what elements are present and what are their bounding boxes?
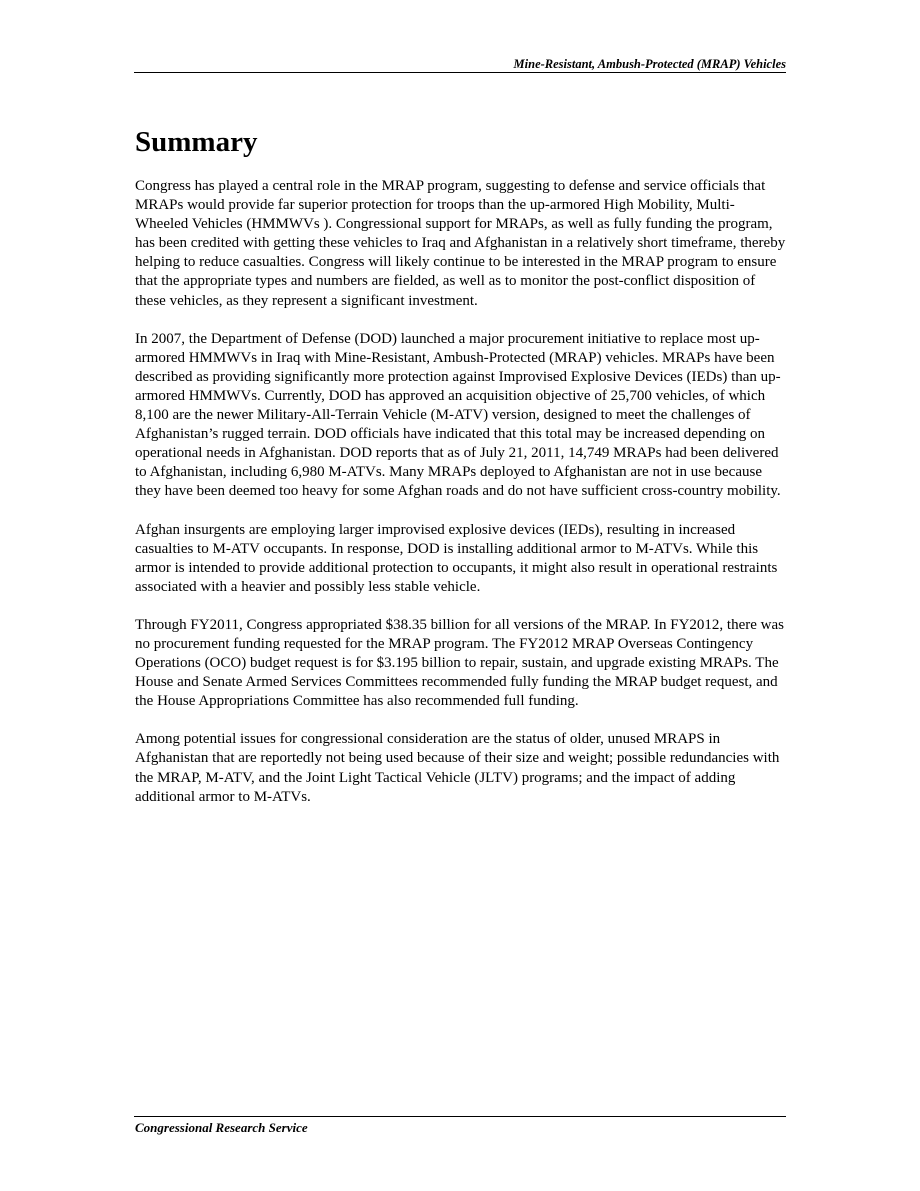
footer-divider [134,1116,786,1117]
paragraph: Among potential issues for congressional consideration are the status of older, unused MRAPS in Afghanistan that are reportedly not being used because of their size and weight; possible redundancies with the MRAP, M-ATV, and the Joint Light Tactical Vehicle (JLTV) programs; and the impact of adding additional armor to M-ATVs. [135,731,780,805]
paragraph: Congress has played a central role in the MRAP program, suggesting to defense and service officials that MRAPs would provide far superior protection for troops than the up-armored High Mobility, Multi-Wheeled Vehicles (HMMWVs ). Congressional support for MRAPs, as well as fully funding the program, has been credited with getting these vehicles to Iraq and Afghanistan in a relatively short timeframe, thereby helping to reduce casualties. Congress will likely continue to be interested in the MRAP program to ensure that the appropriate types and numbers are fielded, as well as to monitor the post-conflict disposition of these vehicles, as they represent a significant investment. [135,178,786,309]
section-title: Summary [135,126,258,158]
footer-organization: Congressional Research Service [135,1120,308,1135]
summary-body [135,177,787,826]
running-header: Mine-Resistant, Ambush-Protected (MRAP) Vehicles [513,57,786,71]
paragraph: Through FY2011, Congress appropriated $38.35 billion for all versions of the MRAP. In FY2012, there was no procurement funding requested for the MRAP program. The FY2012 MRAP Overseas Contingency Operations (OCO) budget request is for $3.195 billion to repair, sustain, and upgrade existing MRAPs. The House and Senate Armed Services Committees recommended fully funding the MRAP budget request, and the House Appropriations Committee has also recommended full funding. [135,616,784,710]
paragraph: Afghan insurgents are employing larger improvised explosive devices (IEDs), resulting in increased casualties to M-ATV occupants. In response, DOD is installing additional armor to M-ATVs. While this armor is intended to provide additional protection to occupants, it might also result in operational restraints associated with a heavier and possibly less stable vehicle. [135,521,778,595]
header-divider [134,72,786,73]
paragraph: In 2007, the Department of Defense (DOD) launched a major procurement initiative to replace most up-armored HMMWVs in Iraq with Mine-Resistant, Ambush-Protected (MRAP) vehicles. MRAPs have been described as providing significantly more protection against Improvised Explosive Devices (IEDs) than up-armored HMMWVs. Currently, DOD has approved an acquisition objective of 25,700 vehicles, of which 8,100 are the newer Military-All-Terrain Vehicle (M-ATV) version, designed to meet the challenges of Afghanistan’s rugged terrain. DOD officials have indicated that this total may be increased depending on operational needs in Afghanistan. DOD reports that as of July 21, 2011, 14,749 MRAPs had been delivered to Afghanistan, including 6,980 M-ATVs. Many MRAPs deployed to Afghanistan are not in use because they have been deemed too heavy for some Afghan roads and do not have sufficient cross-country mobility. [135,330,781,500]
